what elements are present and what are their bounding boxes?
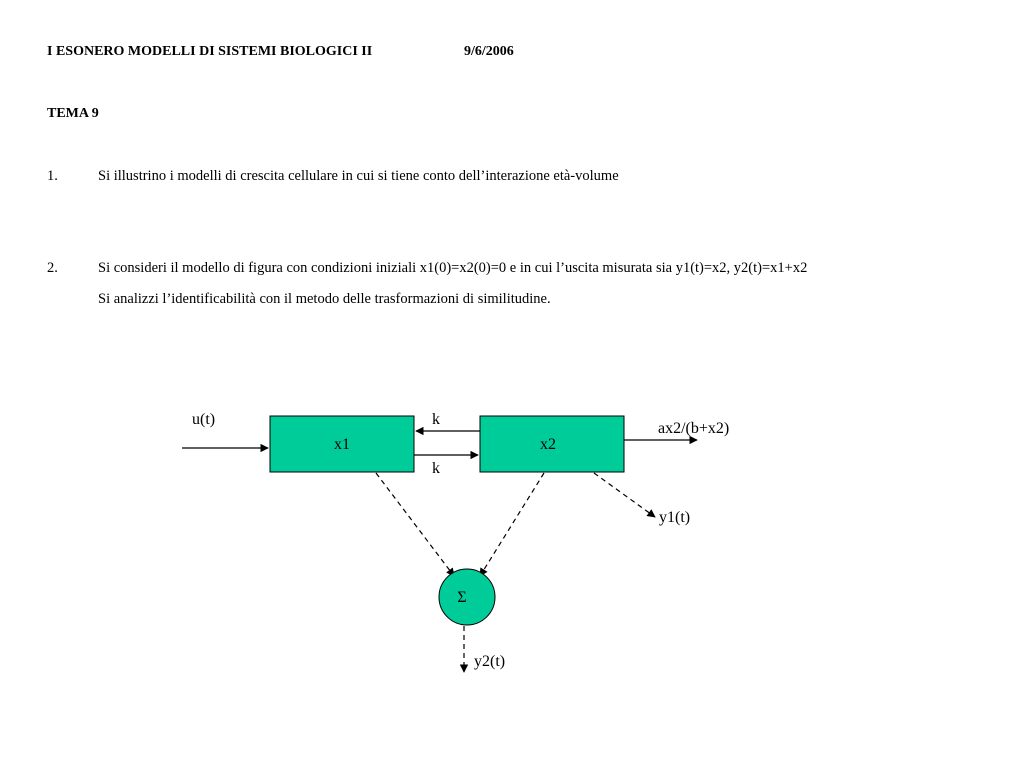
sum-node [439, 569, 495, 625]
output-y1-label: y1(t) [659, 509, 691, 526]
compartment-x2-label: x2 [540, 436, 556, 453]
measurement-y1-arrow [594, 473, 655, 517]
question-2-text-line-2: Si analizzi l’identificabilità con il metodo delle trasformazioni di similitudine. [98, 291, 551, 307]
measurement-x1-to-sum-arrow [376, 473, 454, 576]
exam-date: 9/6/2006 [464, 44, 514, 59]
question-2-text-line-1: Si consideri il modello di figura con condizioni iniziali x1(0)=x2(0)=0 e in cui l’uscita misurata sia y1(t)=x2, y2(t)=x1+x2 [98, 260, 808, 276]
output-y2-label: y2(t) [474, 653, 506, 670]
question-2-number: 2. [47, 260, 58, 276]
sum-symbol: Σ [457, 589, 467, 606]
exam-title: I ESONERO MODELLI DI SISTEMI BIOLOGICI II [47, 44, 373, 59]
measurement-x2-to-sum-arrow [480, 473, 544, 576]
question-1-text: Si illustrino i modelli di crescita cellulare in cui si tiene conto dell’interazione età-volume [98, 168, 619, 184]
compartment-x1-label: x1 [334, 436, 350, 453]
input-label: u(t) [192, 411, 216, 428]
question-1-number: 1. [47, 168, 58, 184]
outflow-label: ax2/(b+x2) [658, 420, 730, 437]
tema-label: TEMA 9 [47, 106, 99, 121]
rate-bottom-label: k [432, 460, 440, 477]
rate-top-label: k [432, 411, 440, 428]
